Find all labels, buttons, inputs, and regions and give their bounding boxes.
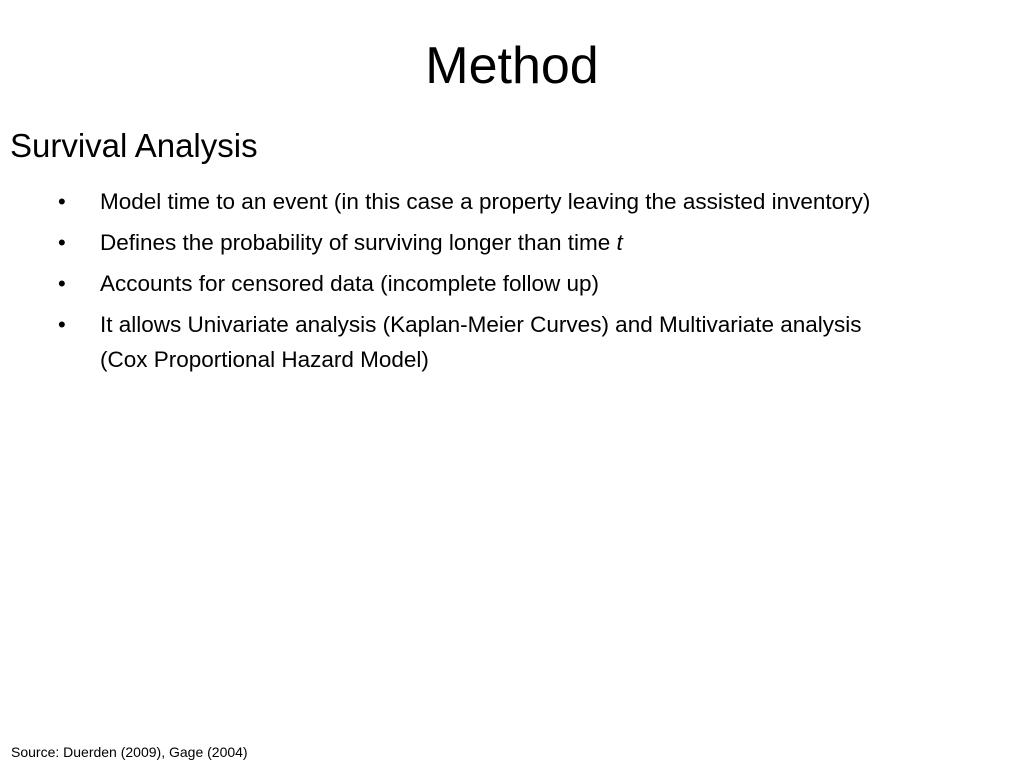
bullet-icon: • xyxy=(58,312,66,337)
bullet-text-main: Defines the probability of surviving longer than time xyxy=(100,230,617,255)
bullet-icon: • xyxy=(58,230,66,255)
bullet-icon: • xyxy=(58,189,66,214)
bullet-item xyxy=(55,184,915,219)
bullet-item xyxy=(55,307,915,377)
source-citation: Source: Duerden (2009), Gage (2004) xyxy=(11,744,248,760)
bullet-text: It allows Univariate analysis (Kaplan-Meier Curves) and Multivariate analysis (Cox Proportional Hazard Model) xyxy=(100,312,862,372)
bullet-item xyxy=(55,225,915,260)
bullet-item xyxy=(55,266,915,301)
bullet-text: Model time to an event (in this case a property leaving the assisted inventory) xyxy=(100,189,871,214)
slide-subtitle: Survival Analysis xyxy=(10,127,258,164)
bullet-list xyxy=(55,184,915,383)
bullet-text: Accounts for censored data (incomplete follow up) xyxy=(100,271,600,296)
bullet-text-italic: t xyxy=(616,230,623,255)
bullet-icon: • xyxy=(58,271,66,296)
bullet-text xyxy=(100,230,623,255)
slide-title: Method xyxy=(425,37,599,95)
